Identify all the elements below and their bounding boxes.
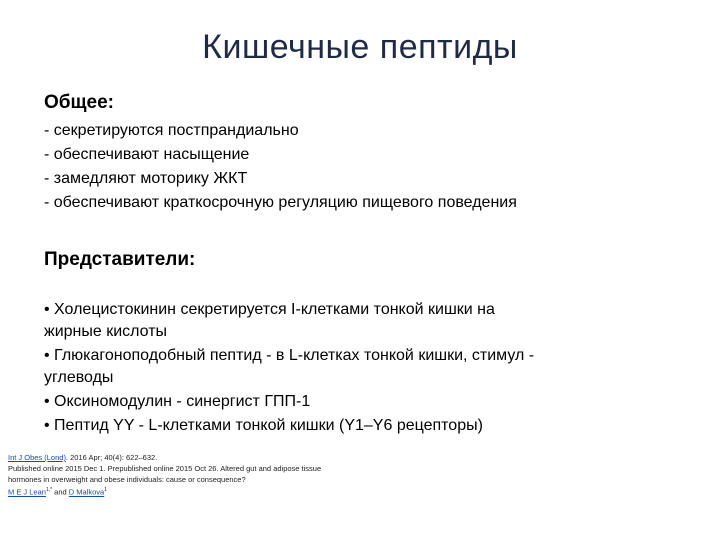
list-item — [44, 391, 684, 413]
list-item — [44, 345, 684, 389]
author-sup: 1 — [104, 487, 107, 493]
list-item-line: углеводы — [44, 369, 114, 386]
reference-authors — [8, 485, 408, 498]
reference-line-1 — [8, 452, 408, 463]
and-text: and — [52, 487, 69, 497]
reference-block — [8, 452, 408, 498]
list-item-line: • Холецистокинин секретируется I-клетками тонкой кишки на — [44, 301, 495, 318]
slide-title: Кишечные пептиды — [202, 28, 518, 66]
list-item-line: • Пептид YY - L-клетками тонкой кишки (Y1–Y6 рецепторы) — [44, 417, 483, 434]
reference-line-3: hormones in overweight and obese individuals: cause or consequence? — [8, 475, 246, 484]
list-item: - замедляют моторику ЖКТ — [44, 170, 248, 187]
author-link-lean[interactable]: M E J Lean — [8, 487, 46, 497]
list-item — [44, 299, 684, 343]
citation-text: . 2016 Apr; 40(4): 622–632. — [65, 453, 158, 462]
list-item-line: • Глюкагоноподобный пептид - в L-клетках тонкой кишки, стимул - — [44, 347, 535, 364]
general-list — [44, 119, 684, 215]
list-item — [44, 415, 684, 437]
general-heading: Общее: — [44, 92, 115, 113]
list-item: - обеспечивают краткосрочную регуляцию пищевого поведения — [44, 194, 517, 211]
reference-line-2: Published online 2015 Dec 1. Prepublished online 2015 Oct 26. Altered gut and adipose tissue — [8, 464, 322, 473]
list-item-line: жирные кислоты — [44, 323, 168, 340]
representatives-heading: Представители: — [44, 249, 196, 270]
list-item-line: • Оксиномодулин - синергист ГПП-1 — [44, 393, 311, 410]
list-item: - секретируются постпрандиально — [44, 122, 299, 139]
author-sup: 1,* — [45, 487, 53, 493]
author-link-malkova[interactable]: D Malkova — [68, 487, 105, 497]
list-item: - обеспечивают насыщение — [44, 146, 250, 163]
journal-link[interactable]: Int J Obes (Lond) — [8, 453, 66, 462]
representatives-list — [44, 299, 684, 437]
